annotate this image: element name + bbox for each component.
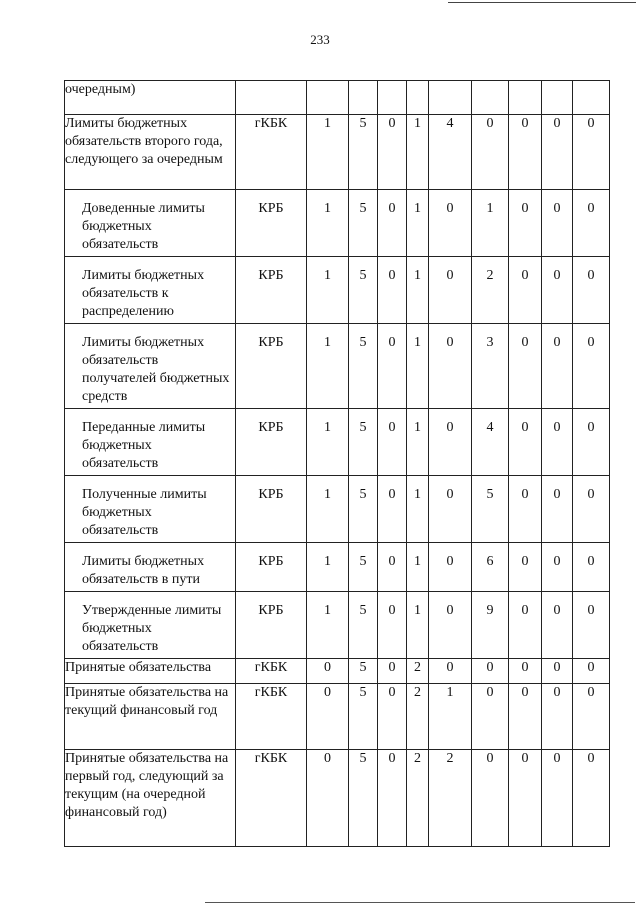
- table-row: [65, 324, 610, 409]
- code-digit-cell: 2: [407, 750, 429, 847]
- row-name-cell: Лимиты бюджетных обязательств второго года, следующего за очередным: [65, 115, 236, 190]
- code-digit-cell: [509, 81, 542, 115]
- code-digit-cell: 0: [378, 543, 407, 592]
- row-name-cell: Принятые обязательства на первый год, следующий за текущим (на очередной финансовый год): [65, 750, 236, 847]
- code-digit-cell: 0: [509, 476, 542, 543]
- code-digit-cell: 5: [349, 324, 378, 409]
- budget-accounts-table: [64, 80, 610, 847]
- code-digit-cell: 0: [429, 543, 472, 592]
- code-digit-cell: 5: [472, 476, 509, 543]
- bottom-rule: [205, 902, 635, 903]
- code-digit-cell: 2: [429, 750, 472, 847]
- account-type-cell: гКБК: [236, 684, 307, 750]
- code-digit-cell: 0: [472, 659, 509, 684]
- code-digit-cell: 0: [307, 684, 349, 750]
- code-digit-cell: 0: [542, 750, 573, 847]
- code-digit-cell: 0: [509, 115, 542, 190]
- code-digit-cell: 1: [429, 684, 472, 750]
- code-digit-cell: 0: [472, 115, 509, 190]
- code-digit-cell: 0: [429, 324, 472, 409]
- code-digit-cell: 0: [542, 257, 573, 324]
- code-digit-cell: 4: [472, 409, 509, 476]
- code-digit-cell: 0: [573, 476, 610, 543]
- code-digit-cell: 1: [407, 257, 429, 324]
- code-digit-cell: [407, 81, 429, 115]
- code-digit-cell: 0: [509, 592, 542, 659]
- code-digit-cell: 1: [307, 115, 349, 190]
- table-row: [65, 750, 610, 847]
- code-digit-cell: 0: [378, 592, 407, 659]
- top-rule: [448, 2, 636, 3]
- account-type-cell: КРБ: [236, 190, 307, 257]
- code-digit-cell: 0: [509, 750, 542, 847]
- code-digit-cell: 0: [307, 750, 349, 847]
- code-digit-cell: 3: [472, 324, 509, 409]
- code-digit-cell: 0: [509, 409, 542, 476]
- code-digit-cell: 0: [509, 684, 542, 750]
- code-digit-cell: 0: [509, 659, 542, 684]
- account-type-cell: гКБК: [236, 750, 307, 847]
- code-digit-cell: 0: [472, 684, 509, 750]
- code-digit-cell: 0: [378, 659, 407, 684]
- code-digit-cell: 0: [429, 592, 472, 659]
- table-row: [65, 257, 610, 324]
- page-number: 233: [310, 32, 330, 47]
- code-digit-cell: 1: [407, 409, 429, 476]
- row-name-cell: Переданные лимиты бюджетных обязательств: [65, 409, 236, 476]
- code-digit-cell: [542, 81, 573, 115]
- row-name-cell: Утвержденные лимиты бюджетных обязательств: [65, 592, 236, 659]
- code-digit-cell: 1: [407, 476, 429, 543]
- code-digit-cell: 0: [542, 684, 573, 750]
- code-digit-cell: 1: [407, 592, 429, 659]
- code-digit-cell: [429, 81, 472, 115]
- code-digit-cell: [349, 81, 378, 115]
- code-digit-cell: 5: [349, 409, 378, 476]
- code-digit-cell: 0: [573, 592, 610, 659]
- code-digit-cell: 1: [307, 476, 349, 543]
- code-digit-cell: 5: [349, 190, 378, 257]
- code-digit-cell: 0: [573, 543, 610, 592]
- row-name-cell: Лимиты бюджетных обязательств в пути: [65, 543, 236, 592]
- code-digit-cell: 0: [542, 409, 573, 476]
- account-type-cell: КРБ: [236, 543, 307, 592]
- code-digit-cell: 0: [542, 592, 573, 659]
- code-digit-cell: 1: [472, 190, 509, 257]
- code-digit-cell: 0: [378, 257, 407, 324]
- table-row: [65, 476, 610, 543]
- table-row: [65, 592, 610, 659]
- account-type-cell: [236, 81, 307, 115]
- code-digit-cell: [573, 81, 610, 115]
- row-name-cell: очередным): [65, 81, 236, 115]
- code-digit-cell: 0: [509, 324, 542, 409]
- code-digit-cell: 0: [573, 409, 610, 476]
- row-name-cell: Принятые обязательства: [65, 659, 236, 684]
- code-digit-cell: 1: [307, 409, 349, 476]
- code-digit-cell: 1: [407, 324, 429, 409]
- code-digit-cell: 0: [509, 543, 542, 592]
- code-digit-cell: [472, 81, 509, 115]
- code-digit-cell: 0: [573, 684, 610, 750]
- account-type-cell: гКБК: [236, 115, 307, 190]
- code-digit-cell: 0: [509, 257, 542, 324]
- table-row: [65, 81, 610, 115]
- code-digit-cell: 1: [407, 115, 429, 190]
- table-row: [65, 684, 610, 750]
- code-digit-cell: 0: [378, 409, 407, 476]
- code-digit-cell: 2: [407, 684, 429, 750]
- code-digit-cell: 0: [378, 684, 407, 750]
- code-digit-cell: 0: [573, 324, 610, 409]
- code-digit-cell: 0: [378, 476, 407, 543]
- code-digit-cell: 0: [378, 324, 407, 409]
- code-digit-cell: [307, 81, 349, 115]
- code-digit-cell: 5: [349, 750, 378, 847]
- code-digit-cell: 0: [542, 476, 573, 543]
- code-digit-cell: 0: [429, 190, 472, 257]
- code-digit-cell: 5: [349, 257, 378, 324]
- table-row: [65, 409, 610, 476]
- code-digit-cell: 0: [542, 543, 573, 592]
- code-digit-cell: 5: [349, 592, 378, 659]
- table-row: [65, 115, 610, 190]
- code-digit-cell: 0: [472, 750, 509, 847]
- code-digit-cell: 5: [349, 684, 378, 750]
- code-digit-cell: 0: [573, 257, 610, 324]
- code-digit-cell: 0: [429, 476, 472, 543]
- row-name-cell: Лимиты бюджетных обязательств к распределению: [65, 257, 236, 324]
- table-row: [65, 659, 610, 684]
- row-name-cell: Принятые обязательства на текущий финансовый год: [65, 684, 236, 750]
- code-digit-cell: 0: [307, 659, 349, 684]
- code-digit-cell: 0: [378, 115, 407, 190]
- code-digit-cell: 0: [573, 750, 610, 847]
- account-type-cell: гКБК: [236, 659, 307, 684]
- table-row: [65, 190, 610, 257]
- code-digit-cell: 4: [429, 115, 472, 190]
- table-body: [65, 81, 610, 847]
- row-name-cell: Лимиты бюджетных обязательств получателей бюджетных средств: [65, 324, 236, 409]
- code-digit-cell: 1: [307, 592, 349, 659]
- account-type-cell: КРБ: [236, 409, 307, 476]
- code-digit-cell: 1: [307, 324, 349, 409]
- account-type-cell: КРБ: [236, 592, 307, 659]
- code-digit-cell: 5: [349, 543, 378, 592]
- code-digit-cell: 5: [349, 115, 378, 190]
- code-digit-cell: 1: [407, 543, 429, 592]
- code-digit-cell: 0: [509, 190, 542, 257]
- code-digit-cell: 5: [349, 659, 378, 684]
- code-digit-cell: 0: [542, 324, 573, 409]
- code-digit-cell: 0: [378, 750, 407, 847]
- code-digit-cell: 0: [542, 115, 573, 190]
- account-type-cell: КРБ: [236, 476, 307, 543]
- row-name-cell: Доведенные лимиты бюджетных обязательств: [65, 190, 236, 257]
- code-digit-cell: 5: [349, 476, 378, 543]
- code-digit-cell: 1: [307, 543, 349, 592]
- code-digit-cell: 6: [472, 543, 509, 592]
- code-digit-cell: 0: [573, 190, 610, 257]
- code-digit-cell: 0: [429, 659, 472, 684]
- account-type-cell: КРБ: [236, 324, 307, 409]
- row-name-cell: Полученные лимиты бюджетных обязательств: [65, 476, 236, 543]
- code-digit-cell: 0: [542, 659, 573, 684]
- code-digit-cell: 1: [307, 190, 349, 257]
- code-digit-cell: 0: [573, 659, 610, 684]
- code-digit-cell: [378, 81, 407, 115]
- code-digit-cell: 0: [429, 257, 472, 324]
- code-digit-cell: 0: [573, 115, 610, 190]
- account-type-cell: КРБ: [236, 257, 307, 324]
- table-row: [65, 543, 610, 592]
- code-digit-cell: 0: [429, 409, 472, 476]
- code-digit-cell: 2: [472, 257, 509, 324]
- code-digit-cell: 0: [378, 190, 407, 257]
- code-digit-cell: 1: [407, 190, 429, 257]
- code-digit-cell: 2: [407, 659, 429, 684]
- code-digit-cell: 9: [472, 592, 509, 659]
- code-digit-cell: 1: [307, 257, 349, 324]
- code-digit-cell: 0: [542, 190, 573, 257]
